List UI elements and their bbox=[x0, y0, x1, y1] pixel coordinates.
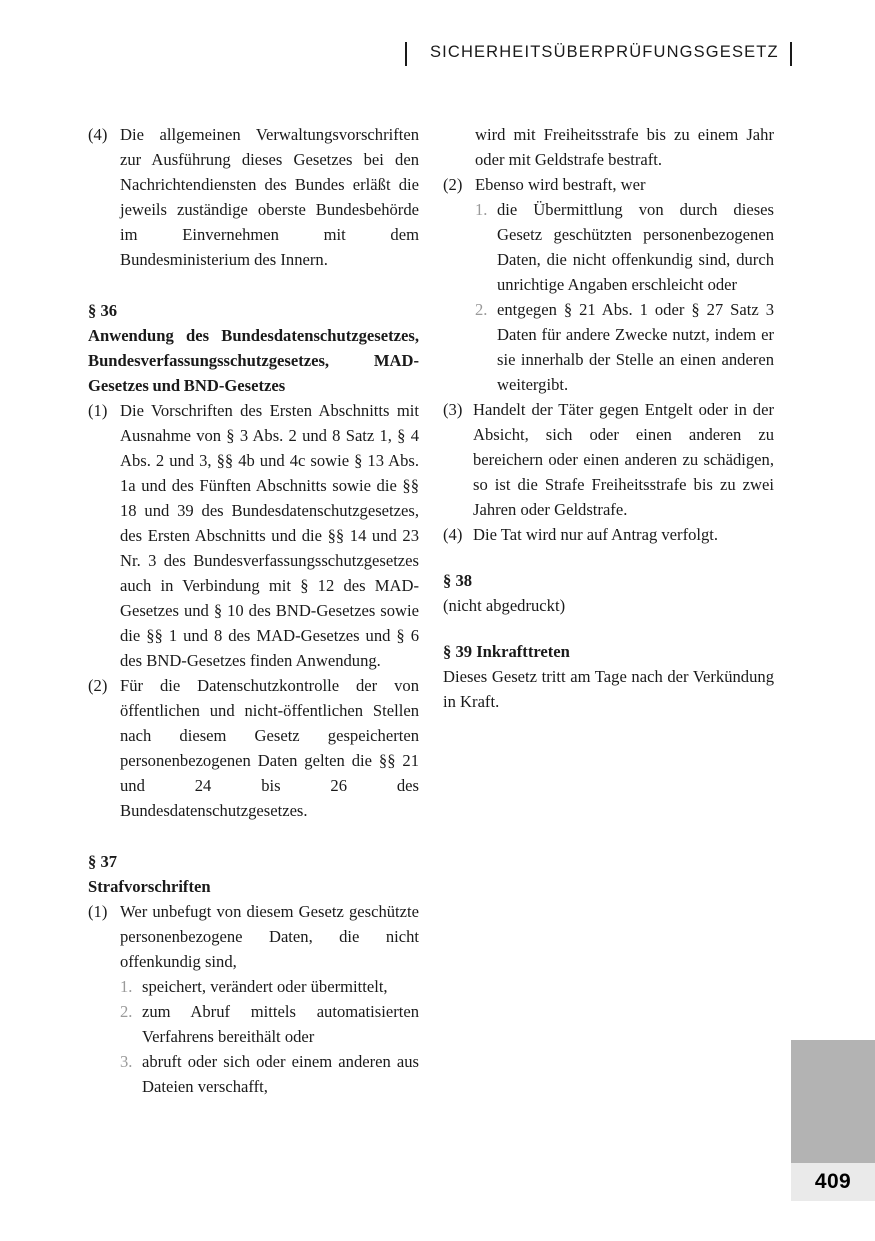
section-37-title: Strafvorschriften bbox=[88, 877, 211, 896]
spacer bbox=[88, 272, 419, 298]
page-number: 409 bbox=[814, 1170, 852, 1193]
header-rule-left bbox=[405, 42, 407, 66]
paragraph-text: Wer unbefugt von diesem Gesetz geschützte personenbezogene Daten, die nicht offenkundig sind, bbox=[120, 902, 419, 971]
page-running-title: SICHERHEITSÜBERPRÜFUNGSGESETZ bbox=[430, 43, 779, 61]
section-38-body: (nicht abgedruckt) bbox=[443, 596, 566, 615]
list-item-text: entgegen § 21 Abs. 1 oder § 27 Satz 3 Daten für andere Zwecke nutzt, indem er sie innerhalb der Stelle an einen anderen weitergibt. bbox=[497, 300, 774, 394]
section-37-paragraph-1 bbox=[88, 899, 419, 974]
paragraph-text: Die allgemeinen Verwaltungsvorschriften zur Ausführung dieses Gesetzes bei den Nachrichtendiensten des Bundes erläßt die jeweils zuständige oberste Bundesbehörde im Einvernehmen mit dem Bundesministerium des Innern. bbox=[120, 125, 419, 269]
section-36-paragraph-2 bbox=[88, 673, 419, 823]
section-39-heading: § 39 Inkrafttreten bbox=[443, 642, 570, 661]
section-36-number: § 36 bbox=[88, 301, 118, 320]
paragraph-text: Für die Datenschutzkontrolle der von öffentlichen und nicht-öffentlichen Stellen nach diesem Gesetz gespeicherten personenbezogenen Daten gelten die §§ 21 und 24 bis 26 des Bundesdatenschutzgesetzes. bbox=[120, 676, 419, 820]
paragraph-marker: (4) bbox=[443, 525, 463, 544]
spacer bbox=[88, 823, 419, 849]
list-item-number: 2. bbox=[120, 1002, 133, 1021]
spacer bbox=[443, 547, 774, 568]
paragraph-text: Handelt der Täter gegen Entgelt oder in der Absicht, sich oder einen anderen zu bereichern oder einen anderen zu schädigen, so ist die Strafe Freiheitsstrafe bis zu zwei Jahren oder Geldstrafe. bbox=[473, 400, 774, 519]
list-item-text: speichert, verändert oder übermittelt, bbox=[142, 977, 388, 996]
paragraph-marker: (1) bbox=[88, 902, 108, 921]
page-header bbox=[0, 38, 875, 72]
list-item-number: 3. bbox=[120, 1052, 133, 1071]
paragraph-marker: (2) bbox=[443, 175, 463, 194]
paragraph-marker: (4) bbox=[88, 125, 108, 144]
list-item-text: abruft oder sich oder einem anderen aus Dateien verschafft, bbox=[142, 1052, 419, 1096]
paragraph-marker: (2) bbox=[88, 676, 108, 695]
page-number-box bbox=[791, 1163, 875, 1201]
paragraph-text: Die Tat wird nur auf Antrag verfolgt. bbox=[473, 525, 719, 544]
list-item bbox=[120, 1049, 419, 1099]
paragraph-4 bbox=[443, 522, 774, 547]
paragraph-marker: (1) bbox=[88, 401, 108, 420]
list-item bbox=[120, 999, 419, 1049]
list-item bbox=[475, 197, 774, 297]
paragraph-4 bbox=[88, 122, 419, 272]
paragraph-marker: (3) bbox=[443, 400, 463, 419]
text-column-left bbox=[88, 122, 419, 1099]
header-rule-right bbox=[790, 42, 792, 66]
section-36-paragraph-1 bbox=[88, 398, 419, 673]
section-38-number: § 38 bbox=[443, 571, 473, 590]
section-39-body: Dieses Gesetz tritt am Tage nach der Verkündung in Kraft. bbox=[443, 667, 774, 711]
paragraph-text: wird mit Freiheitsstrafe bis zu einem Jahr oder mit Geldstrafe bestraft. bbox=[475, 125, 774, 169]
paragraph-text: Die Vorschriften des Ersten Abschnitts mit Ausnahme von § 3 Abs. 2 und 8 Satz 1, § 4 Abs. 2 und 3, §§ 4b und 4c sowie § 13 Abs. 1a und des Fünften Abschnitts sowie die §§ 18 und 39 des Bundesdatenschutzgesetzes, des Ersten Abschnitts und die §§ 14 und 23 Nr. 3 des Bundesverfassungsschutzgesetzes auch in Verbindung mit § 12 des MAD-Gesetzes und § 10 des BND-Gesetzes sowie die §§ 1 und 8 des MAD-Gesetzes und § 6 des BND-Gesetzes finden Anwendung. bbox=[120, 401, 419, 670]
list-item-number: 1. bbox=[120, 977, 133, 996]
spacer bbox=[443, 618, 774, 639]
section-37-number: § 37 bbox=[88, 852, 118, 871]
text-column-right bbox=[443, 122, 774, 714]
list-item bbox=[120, 974, 419, 999]
page-marker-tab bbox=[791, 1040, 875, 1163]
list-item bbox=[475, 297, 774, 397]
paragraph-1-continued bbox=[443, 122, 774, 172]
list-item-number: 1. bbox=[475, 200, 488, 219]
list-item-text: zum Abruf mittels automatisierten Verfahrens bereithält oder bbox=[142, 1002, 419, 1046]
paragraph-2 bbox=[443, 172, 774, 197]
list-item-number: 2. bbox=[475, 300, 488, 319]
paragraph-3 bbox=[443, 397, 774, 522]
section-36-title: Anwendung des Bundesdatenschutzgesetzes, Bundesverfassungsschutzgesetzes, MAD-Gesetzes und BND-Gesetzes bbox=[88, 326, 419, 395]
list-item-text: die Übermittlung von durch dieses Gesetz geschützten personenbezogenen Daten, die nicht offenkundig sind, durch unrichtige Angaben erschleicht oder bbox=[497, 200, 774, 294]
paragraph-text: Ebenso wird bestraft, wer bbox=[475, 175, 646, 194]
